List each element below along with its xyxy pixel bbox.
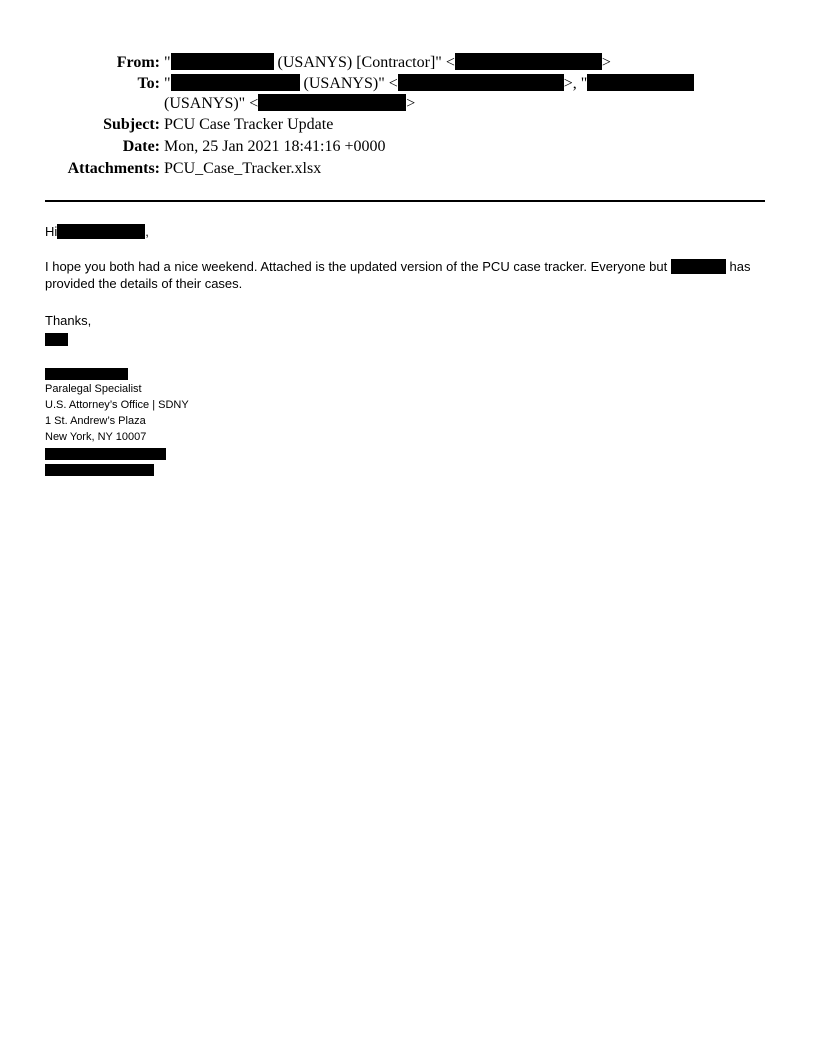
signature-office: U.S. Attorney’s Office | SDNY — [45, 399, 189, 411]
to-value — [164, 74, 694, 94]
from-value — [164, 53, 611, 73]
attachments-label: Attachments: — [67, 160, 160, 177]
date-label: Date: — [122, 138, 160, 155]
signature-title: Paralegal Specialist — [45, 383, 142, 395]
greeting-line — [45, 223, 149, 240]
to-close: > — [406, 95, 416, 112]
redaction-block — [398, 74, 564, 91]
from-close: > — [601, 54, 611, 71]
date-value: Mon, 25 Jan 2021 18:41:16 +0000 — [164, 138, 386, 155]
body-paragraph-line-2: provided the details of their cases. — [45, 276, 243, 291]
redaction-block — [455, 53, 602, 70]
signature-address-line-2: New York, NY 10007 — [45, 431, 147, 443]
from-org: (USANYS) [Contractor]" < — [273, 54, 455, 71]
to-value-continued — [164, 94, 415, 114]
redaction-block — [587, 74, 694, 91]
body-text-part-2: has — [729, 259, 751, 274]
greeting-suffix: , — [145, 224, 149, 239]
to-separator: >, " — [563, 75, 588, 92]
subject-value: PCU Case Tracker Update — [164, 116, 334, 133]
greeting-prefix: Hi — [45, 224, 58, 239]
redaction-block — [45, 448, 166, 460]
attachment-link[interactable]: PCU_Case_Tracker.xlsx — [164, 160, 322, 177]
body-paragraph-line-1 — [45, 258, 750, 275]
header-divider — [45, 200, 765, 202]
to-label: To: — [137, 75, 160, 92]
from-open-quote: " — [164, 54, 171, 71]
redaction-block — [258, 94, 406, 111]
redaction-block — [57, 224, 145, 239]
signature-address-line-1: 1 St. Andrew’s Plaza — [45, 415, 146, 427]
subject-label: Subject: — [103, 116, 160, 133]
redaction-block — [45, 368, 128, 380]
closing-line: Thanks, — [45, 313, 92, 328]
from-label: From: — [116, 54, 160, 71]
to-org-2: (USANYS)" < — [164, 95, 259, 112]
redaction-block — [171, 74, 300, 91]
redaction-block — [45, 333, 68, 346]
to-org-1: (USANYS)" < — [299, 75, 398, 92]
redaction-block — [171, 53, 274, 70]
body-text-part-1: I hope you both had a nice weekend. Attached is the updated version of the PCU case tracker. Everyone but — [45, 259, 668, 274]
redaction-block — [671, 259, 726, 274]
to-open-quote: " — [164, 75, 171, 92]
redaction-block — [45, 464, 154, 476]
